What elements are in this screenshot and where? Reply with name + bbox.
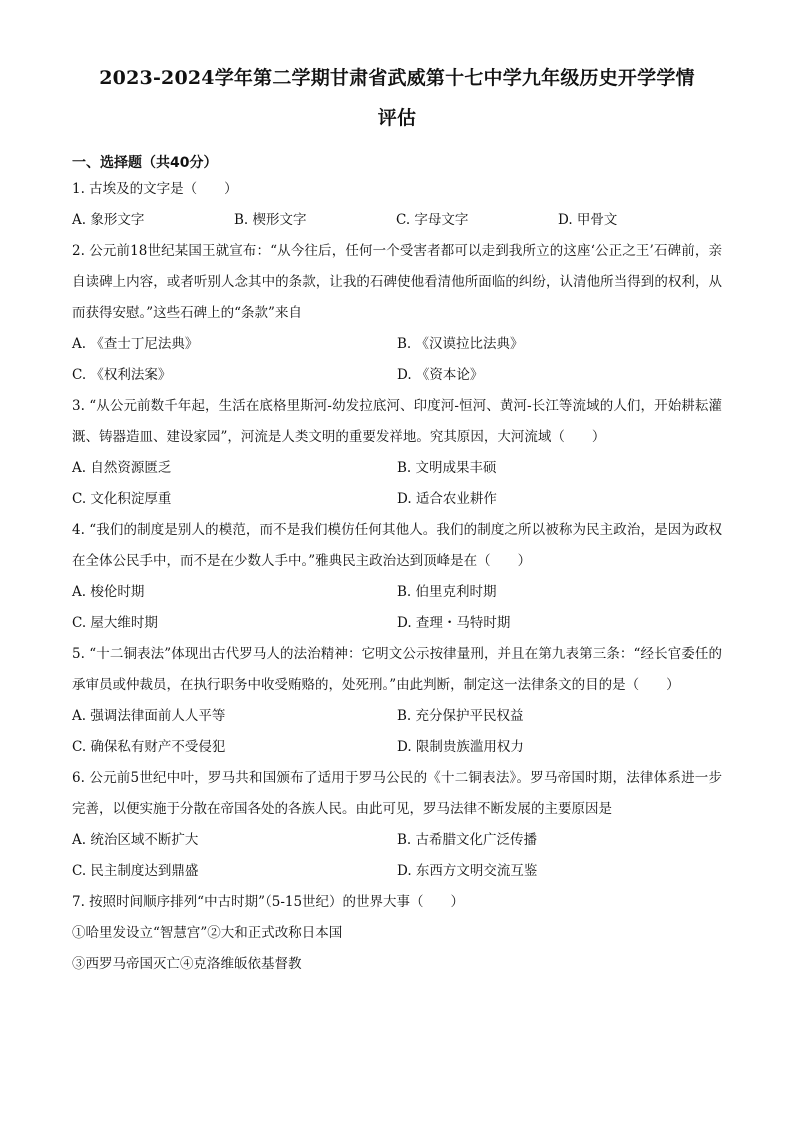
option-c: C. 屋大维时期 xyxy=(72,615,158,631)
option-b: B. 充分保护平民权益 xyxy=(397,708,524,724)
option-d: D. 查理・马特时期 xyxy=(397,615,511,631)
event-list-line-2: ③西罗马帝国灭亡④克洛维皈依基督教 xyxy=(72,956,302,972)
question-4 xyxy=(72,515,722,639)
options-row xyxy=(72,856,722,887)
option-a: A. 象形文字 xyxy=(72,212,145,228)
question-stem: 1. 古埃及的文字是（ ） xyxy=(72,181,238,197)
options-row xyxy=(72,484,722,515)
option-b: B. 《汉谟拉比法典》 xyxy=(397,336,524,352)
options-row xyxy=(72,825,722,856)
option-b: B. 古希腊文化广泛传播 xyxy=(397,832,538,848)
options-row xyxy=(72,701,722,732)
document-title xyxy=(72,58,722,138)
option-b: B. 文明成果丰硕 xyxy=(397,460,497,476)
question-1 xyxy=(72,174,722,236)
question-2 xyxy=(72,236,722,391)
section-heading: 一、选择题（共40分） xyxy=(72,155,218,171)
option-a: A. 统治区域不断扩大 xyxy=(72,832,199,848)
question-stem: 7. 按照时间顺序排列“中古时期”（5-15世纪）的世界大事（ ） xyxy=(72,894,465,910)
question-stem: 6. 公元前5世纪中叶，罗马共和国颁布了适用于罗马公民的《十二铜表法》。罗马帝国时期，法律体系进一步完善，以便实施于分散在帝国各处的各族人民。由此可见，罗马法律不断发展的主要原因是 xyxy=(72,770,722,817)
option-c: C. 字母文字 xyxy=(396,212,469,228)
title-line-2: 评估 xyxy=(377,107,417,129)
option-d: D. 《资本论》 xyxy=(397,367,484,383)
options-row xyxy=(72,205,722,236)
options-row xyxy=(72,577,722,608)
option-a: A. 强调法律面前人人平等 xyxy=(72,708,226,724)
question-6 xyxy=(72,763,722,887)
question-stem: 5. “十二铜表法”体现出古代罗马人的法治精神：它明文公示按律量刑，并且在第九表第三条：“经长官委任的承审员或仲裁员，在执行职务中收受贿赂的，处死刑。”由此判断，制定这一法律条文的目的是（ ） xyxy=(72,646,722,693)
option-c: C. 文化积淀厚重 xyxy=(72,491,172,507)
question-7 xyxy=(72,887,722,980)
title-line-1: 2023-2024学年第二学期甘肃省武威第十七中学九年级历史开学学情 xyxy=(99,67,695,89)
option-d: D. 适合农业耕作 xyxy=(397,491,497,507)
option-c: C. 确保私有财产不受侵犯 xyxy=(72,739,226,755)
option-a: A. 《查士丁尼法典》 xyxy=(72,336,199,352)
options-row xyxy=(72,453,722,484)
options-row xyxy=(72,732,722,763)
question-stem: 3. “从公元前数千年起，生活在底格里斯河-幼发拉底河、印度河-恒河、黄河-长江等流域的人们，开始耕耘灌溉、铸器造皿、建设家园”，河流是人类文明的重要发祥地。究其原因，大河流域（ ） xyxy=(72,398,722,445)
option-d: D. 甲骨文 xyxy=(558,212,618,228)
option-b: B. 楔形文字 xyxy=(234,212,307,228)
question-3 xyxy=(72,391,722,515)
option-d: D. 东西方文明交流互鉴 xyxy=(397,863,538,879)
option-a: A. 梭伦时期 xyxy=(72,584,145,600)
options-row xyxy=(72,360,722,391)
option-d: D. 限制贵族滥用权力 xyxy=(397,739,524,755)
option-c: C. 民主制度达到鼎盛 xyxy=(72,863,199,879)
option-b: B. 伯里克利时期 xyxy=(397,584,497,600)
options-row xyxy=(72,329,722,360)
option-a: A. 自然资源匮乏 xyxy=(72,460,172,476)
question-5 xyxy=(72,639,722,763)
question-stem: 4. “我们的制度是别人的模范，而不是我们模仿任何其他人。我们的制度之所以被称为民主政治，是因为政权在全体公民手中，而不是在少数人手中。”雅典民主政治达到顶峰是在（ ） xyxy=(72,522,722,569)
question-stem: 2. 公元前18世纪某国王就宣布：“从今往后，任何一个受害者都可以走到我所立的这座‘公正之王’石碑前，亲自读碑上内容，或者听别人念其中的条款，让我的石碑使他看清他所面临的纠纷，认清他所当得到的权利，从而获得安慰。”这些石碑上的“条款”来自 xyxy=(72,243,722,321)
option-c: C. 《权利法案》 xyxy=(72,367,172,383)
options-row xyxy=(72,608,722,639)
event-list-line-1: ①哈里发设立“智慧宫”②大和正式改称日本国 xyxy=(72,925,343,941)
